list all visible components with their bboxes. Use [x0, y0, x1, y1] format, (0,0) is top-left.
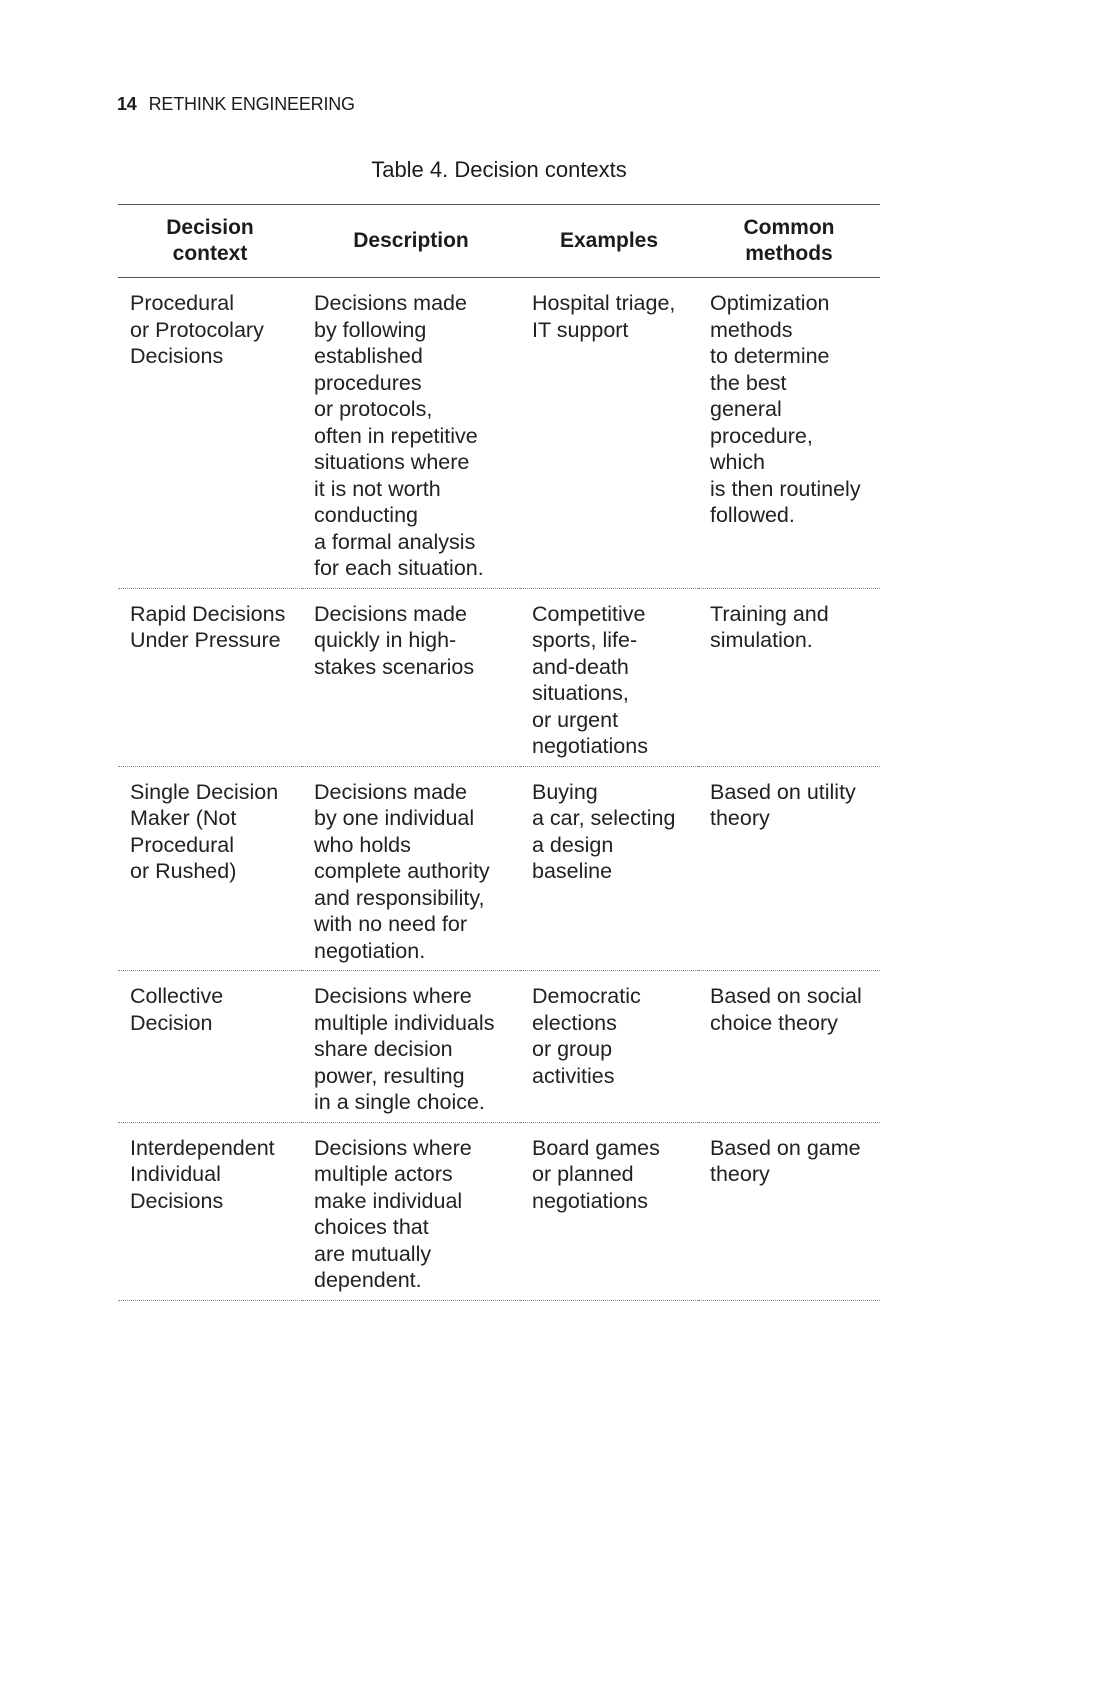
examples-cell	[520, 588, 698, 766]
cell-text-line: or urgent	[532, 707, 619, 732]
cell-text-line: choices that	[314, 1215, 429, 1239]
cell-text-line: procedure,	[710, 423, 813, 448]
common-methods-cell	[698, 766, 880, 971]
cell-text-line: the best	[710, 370, 787, 395]
cell-text-line: quickly in high-	[314, 628, 457, 652]
cell-text-line: power, resulting	[314, 1063, 465, 1088]
running-head	[117, 94, 355, 115]
cell-text-line: Optimization	[710, 291, 830, 315]
description-cell	[302, 1122, 520, 1300]
description-cell	[302, 588, 520, 766]
cell-text-line: negotiations	[532, 1188, 648, 1213]
cell-text-line: negotiations	[532, 734, 648, 758]
column-header-common-methods: Common methods	[698, 205, 880, 278]
cell-text-line: activities	[532, 1063, 615, 1088]
cell-text-line: Buying	[532, 779, 598, 804]
cell-text-line: Based on utility	[710, 779, 856, 804]
cell-text-line: Decisions where	[314, 984, 472, 1008]
examples-cell	[520, 766, 698, 971]
cell-text-line: by one individual	[314, 806, 475, 830]
cell-text-line: situations where	[314, 450, 470, 474]
cell-text-line: is then routinely	[710, 476, 861, 501]
cell-text-line: stakes scenarios	[314, 654, 475, 679]
cell-text-line: by following	[314, 317, 427, 342]
cell-text-line: conducting	[314, 503, 418, 527]
cell-text-line: general	[710, 397, 782, 421]
cell-text-line: Democratic	[532, 984, 641, 1008]
table-row	[118, 971, 880, 1123]
table-row	[118, 766, 880, 971]
cell-text-line: dependent.	[314, 1268, 422, 1292]
cell-text-line: and-death	[532, 654, 629, 679]
cell-text-line: Interdependent	[130, 1135, 275, 1160]
cell-text-line: elections	[532, 1010, 617, 1035]
common-methods-cell	[698, 971, 880, 1123]
cell-text-line: Decisions	[130, 1188, 224, 1213]
cell-text-line: negotiation.	[314, 938, 426, 963]
cell-text-line: complete authority	[314, 859, 490, 883]
examples-cell	[520, 278, 698, 589]
cell-text-line: Training and	[710, 601, 829, 626]
cell-text-line: Decisions made	[314, 601, 467, 626]
column-header-description: Description	[302, 205, 520, 278]
cell-text-line: IT support	[532, 317, 629, 342]
cell-text-line: or Rushed)	[130, 859, 237, 883]
cell-text-line: theory	[710, 1162, 770, 1186]
cell-text-line: Based on social	[710, 984, 862, 1008]
cell-text-line: which	[710, 450, 765, 474]
cell-text-line: Based on game	[710, 1135, 861, 1160]
cell-text-line: choice theory	[710, 1010, 838, 1035]
cell-text-line: multiple individuals	[314, 1010, 495, 1035]
cell-text-line: Individual	[130, 1162, 221, 1186]
column-header-examples: Examples	[520, 205, 698, 278]
cell-text-line: to determine	[710, 344, 830, 368]
cell-text-line: Board games	[532, 1135, 660, 1160]
cell-text-line: and responsibility,	[314, 885, 485, 910]
cell-text-line: followed.	[710, 503, 795, 527]
cell-text-line: baseline	[532, 859, 613, 883]
cell-text-line: or Protocolary	[130, 317, 264, 342]
common-methods-cell	[698, 588, 880, 766]
cell-text-line: Under Pressure	[130, 628, 281, 652]
cell-text-line: or protocols,	[314, 397, 433, 421]
cell-text-line: with no need for	[314, 912, 467, 936]
running-title: RETHINK ENGINEERING	[148, 94, 355, 114]
description-cell	[302, 766, 520, 971]
common-methods-cell	[698, 1122, 880, 1300]
decision-context-cell	[118, 278, 302, 589]
cell-text-line: Decisions made	[314, 291, 467, 315]
table-row	[118, 1122, 880, 1300]
table-row	[118, 588, 880, 766]
cell-text-line: Maker (Not	[130, 806, 237, 830]
decision-context-cell	[118, 588, 302, 766]
cell-text-line: sports, life-	[532, 628, 638, 652]
table-header-row	[118, 205, 880, 278]
cell-text-line: theory	[710, 806, 770, 830]
description-cell	[302, 971, 520, 1123]
cell-text-line: procedures	[314, 370, 422, 395]
table-row	[118, 278, 880, 589]
cell-text-line: situations,	[532, 681, 629, 705]
cell-text-line: Collective	[130, 984, 224, 1008]
cell-text-line: multiple actors	[314, 1162, 453, 1186]
cell-text-line: who holds	[314, 832, 411, 857]
cell-text-line: Decisions	[130, 344, 224, 368]
cell-text-line: established	[314, 344, 423, 368]
column-header-decision-context: Decision context	[118, 205, 302, 278]
cell-text-line: often in repetitive	[314, 423, 478, 448]
cell-text-line: methods	[710, 317, 793, 342]
table-body	[118, 278, 880, 1301]
cell-text-line: are mutually	[314, 1241, 432, 1266]
table-caption: Table 4. Decision contexts	[371, 157, 627, 182]
cell-text-line: Procedural	[130, 291, 234, 315]
cell-text-line: Competitive	[532, 601, 646, 626]
cell-text-line: Decisions made	[314, 779, 467, 804]
page-number: 14	[117, 94, 137, 114]
cell-text-line: a formal analysis	[314, 529, 476, 554]
description-cell	[302, 278, 520, 589]
decision-contexts-table	[118, 204, 880, 1301]
cell-text-line: or planned	[532, 1162, 634, 1186]
cell-text-line: a car, selecting	[532, 806, 676, 830]
cell-text-line: a design	[532, 832, 614, 857]
cell-text-line: Single Decision	[130, 779, 279, 804]
cell-text-line: Procedural	[130, 832, 234, 857]
decision-context-cell	[118, 766, 302, 971]
decision-context-cell	[118, 971, 302, 1123]
cell-text-line: Hospital triage,	[532, 291, 676, 315]
cell-text-line: Decisions where	[314, 1135, 472, 1160]
cell-text-line: or group	[532, 1037, 613, 1061]
cell-text-line: for each situation.	[314, 556, 484, 580]
cell-text-line: share decision	[314, 1037, 453, 1061]
decision-context-cell	[118, 1122, 302, 1300]
cell-text-line: Decision	[130, 1010, 213, 1035]
cell-text-line: it is not worth	[314, 476, 441, 501]
examples-cell	[520, 971, 698, 1123]
cell-text-line: Rapid Decisions	[130, 601, 286, 626]
cell-text-line: in a single choice.	[314, 1090, 485, 1114]
cell-text-line: make individual	[314, 1188, 463, 1213]
cell-text-line: simulation.	[710, 628, 813, 652]
common-methods-cell	[698, 278, 880, 589]
examples-cell	[520, 1122, 698, 1300]
